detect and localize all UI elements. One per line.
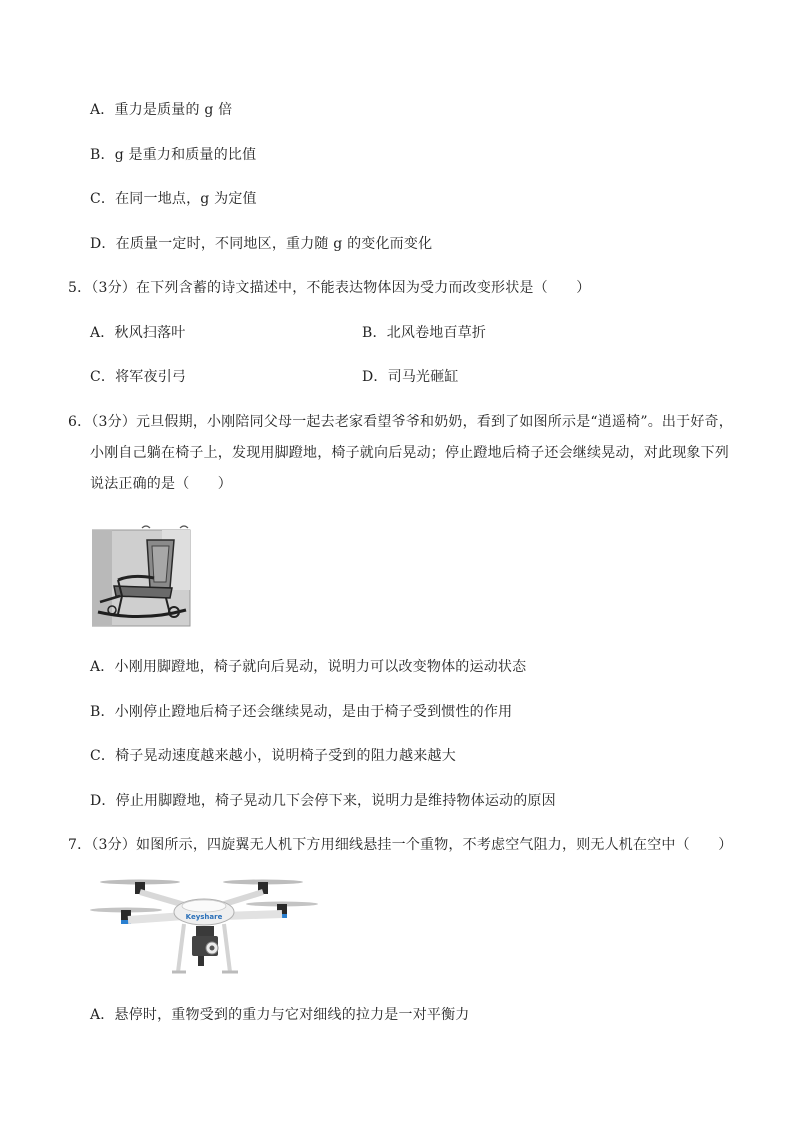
q6-option-d: D．停止用脚蹬地，椅子晃动几下会停下来，说明力是维持物体运动的原因 (90, 793, 556, 809)
q7-option-a: A．悬停时，重物受到的重力与它对细线的拉力是一对平衡力 (90, 1007, 470, 1023)
q4-option-d: D．在质量一定时，不同地区，重力随 g 的变化而变化 (90, 236, 433, 252)
drone-logo-text: Keyshare (185, 913, 223, 921)
quadcopter-drone-image (88, 868, 324, 980)
q6-option-a: A．小刚用脚蹬地，椅子就向后晃动，说明力可以改变物体的运动状态 (90, 659, 527, 675)
q5-option-a: A．秋风扫落叶 (90, 325, 186, 341)
q6-stem-line2: 小刚自己躺在椅子上，发现用脚蹬地，椅子就向后晃动；停止蹬地后椅子还会继续晃动，对此现象下列 (90, 445, 729, 461)
q5-option-c: C．将军夜引弓 (90, 369, 187, 385)
q4-option-b: B．g 是重力和质量的比值 (90, 147, 257, 163)
q7-stem: 7．（3分）如图所示，四旋翼无人机下方用细线悬挂一个重物，不考虑空气阻力，则无人机在空中（ ） (68, 837, 733, 853)
rocking-chair-image (92, 518, 192, 628)
q4-option-c: C．在同一地点，g 为定值 (90, 191, 257, 207)
q6-stem-line3: 说法正确的是（ ） (90, 476, 232, 492)
q6-option-b: B．小刚停止蹬地后椅子还会继续晃动，是由于椅子受到惯性的作用 (90, 704, 513, 720)
q6-option-c: C．椅子晃动速度越来越小，说明椅子受到的阻力越来越大 (90, 748, 456, 764)
q5-option-d: D．司马光砸缸 (362, 369, 459, 385)
q4-option-a: A．重力是质量的 g 倍 (90, 102, 233, 118)
q6-stem-line1: 6．（3分）元旦假期，小刚陪同父母一起去老家看望爷爷和奶奶，看到了如图所示是“逍遥椅”。出于好奇， (68, 414, 733, 430)
q5-stem: 5．（3分）在下列含蓄的诗文描述中，不能表达物体因为受力而改变形状是（ ） (68, 280, 591, 296)
q5-option-b: B．北风卷地百草折 (362, 325, 487, 341)
